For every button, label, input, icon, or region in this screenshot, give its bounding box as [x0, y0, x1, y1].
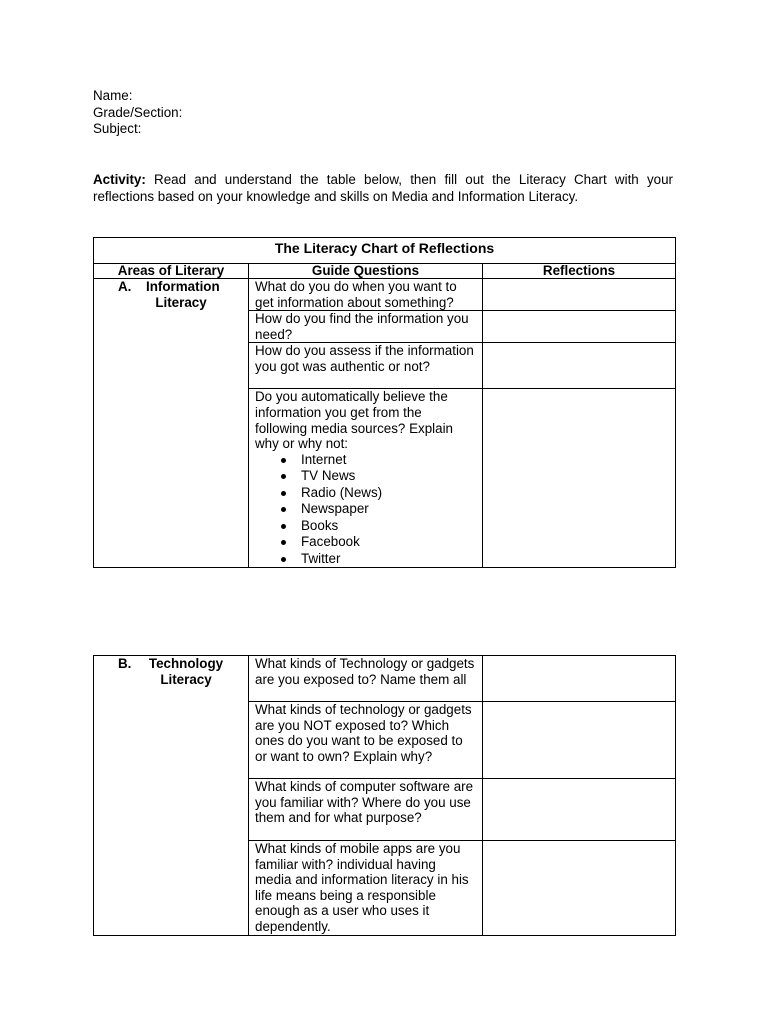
guide-question-b3: What kinds of computer software are you familiar with? Where do you use them and for what purpose? [249, 779, 483, 841]
reflection-cell-b1[interactable] [483, 656, 676, 702]
reflection-cell-a4[interactable] [483, 389, 676, 568]
table-title: The Literacy Chart of Reflections [94, 238, 676, 264]
technology-literacy-table [93, 655, 676, 936]
column-header-reflections: Reflections [483, 264, 676, 279]
area-letter-a: A. [118, 279, 132, 294]
reflection-cell-b3[interactable] [483, 779, 676, 841]
guide-question-a2: How do you find the information you need? [249, 311, 483, 343]
grade-section-field-label: Grade/Section: [93, 104, 183, 120]
guide-question-b2: What kinds of technology or gadgets are you NOT exposed to? Which ones do you want to be exposed to or want to own? Explain why? [249, 702, 483, 779]
activity-text: Read and understand the table below, then fill out the Literacy Chart with your reflections based on your knowledge and skills on Media and Information Literacy. [93, 172, 673, 204]
activity-label: Activity: [93, 172, 146, 187]
guide-question-b1: What kinds of Technology or gadgets are you exposed to? Name them all [249, 656, 483, 702]
guide-question-b4: What kinds of mobile apps are you familiar with? individual having media and information literacy in his life means being a responsible enough as a user who uses it dependently. [249, 841, 483, 936]
list-item: Radio (News) [301, 485, 476, 502]
list-item: TV News [301, 468, 476, 485]
reflection-cell-b2[interactable] [483, 702, 676, 779]
reflection-cell-a3[interactable] [483, 343, 676, 389]
guide-question-a4: Do you automatically believe the information you get from the following media sources? Explain why or why not: [255, 389, 453, 452]
column-header-areas: Areas of Literary [94, 264, 249, 279]
area-cell-technology-literacy [94, 656, 249, 936]
list-item: Newspaper [301, 501, 476, 518]
reflection-cell-a1[interactable] [483, 279, 676, 311]
list-item: Twitter [301, 551, 476, 568]
column-header-guide-questions: Guide Questions [249, 264, 483, 279]
subject-field-label: Subject: [93, 121, 142, 136]
list-item: Facebook [301, 534, 476, 551]
list-item: Internet [301, 452, 476, 469]
area-name-technology-literacy: Technology Literacy [148, 656, 224, 687]
student-info-fields [93, 88, 182, 138]
guide-question-a3: How do you assess if the information you got was authentic or not? [249, 343, 483, 389]
reflection-cell-a2[interactable] [483, 311, 676, 343]
media-sources-list [255, 452, 476, 568]
guide-question-a4-cell [249, 389, 483, 568]
area-name-information-literacy: Information Literacy [146, 279, 220, 310]
guide-question-a1: What do you do when you want to get information about something? [249, 279, 483, 311]
reflection-cell-b4[interactable] [483, 841, 676, 936]
list-item: Books [301, 518, 476, 535]
area-letter-b: B. [118, 656, 132, 671]
area-cell-information-literacy [94, 279, 249, 568]
name-field-label: Name: [93, 88, 133, 103]
literacy-chart-table [93, 237, 676, 568]
activity-instructions [93, 171, 673, 205]
